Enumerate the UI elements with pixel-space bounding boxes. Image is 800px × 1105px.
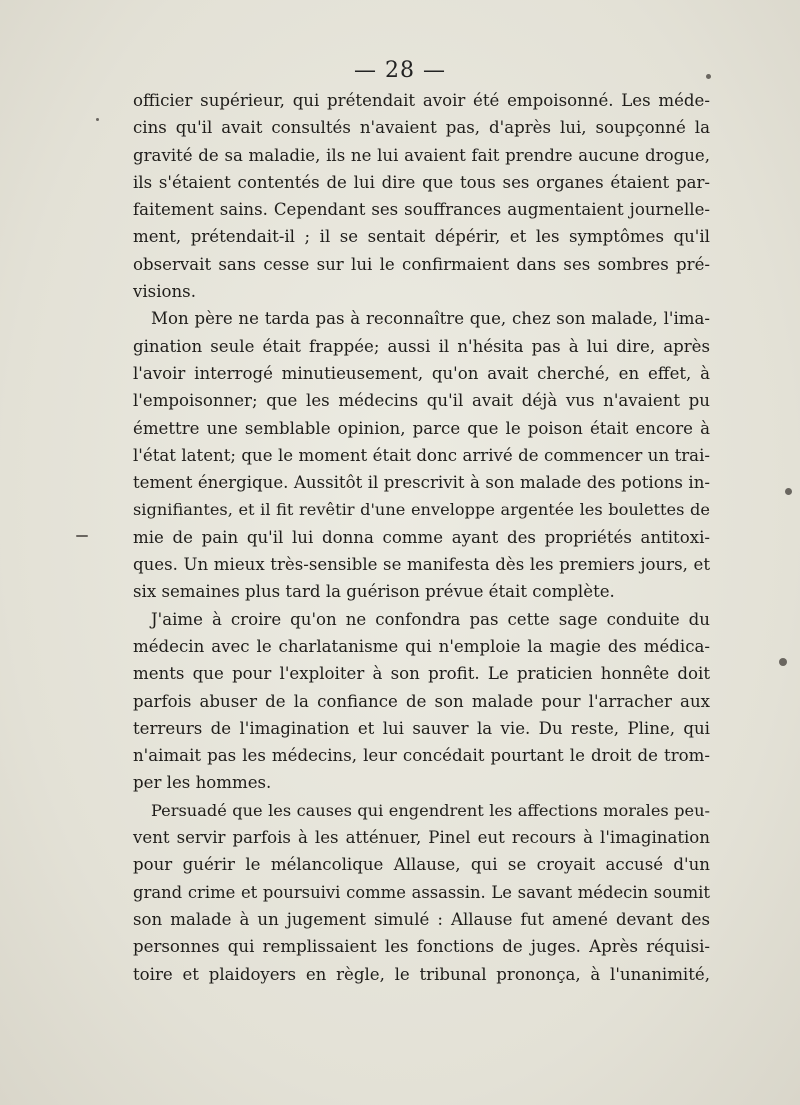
text-line: parfois abuser de la confiance de son malade pour l'arracher aux — [133, 691, 710, 711]
paper-speck — [785, 488, 792, 495]
paper-speck — [706, 74, 711, 79]
text-line: pour guérir le mélancolique Allause, qui se croyait accusé d'un — [133, 855, 710, 875]
paper-speck — [76, 535, 88, 537]
text-line: médecin avec le charlatanisme qui n'emploie la magie des médica- — [133, 636, 710, 656]
text-line: tement énergique. Aussitôt il prescrivit à son malade des potions in- — [133, 473, 710, 493]
text-line: l'empoisonner; que les médecins qu'il avait déjà vus n'avaient pu — [133, 391, 710, 411]
text-line: mie de pain qu'il lui donna comme ayant des propriétés antitoxi- — [133, 527, 710, 547]
text-line: J'aime à croire qu'on ne confondra pas cette sage conduite du — [151, 609, 710, 629]
text-line: terreurs de l'imagination et lui sauver la vie. Du reste, Pline, qui — [133, 718, 710, 738]
text-line: son malade à un jugement simulé : Allause fut amené devant des — [133, 909, 710, 929]
text-line: l'état latent; que le moment était donc arrivé de commencer un trai- — [133, 445, 710, 465]
text-line: personnes qui remplissaient les fonctions de juges. Après réquisi- — [133, 937, 710, 957]
text-line: n'aimait pas les médecins, leur concédait pourtant le droit de trom- — [133, 746, 710, 766]
text-line: gravité de sa maladie, ils ne lui avaient fait prendre aucune drogue, — [133, 145, 710, 165]
text-line: grand crime et poursuivi comme assassin. Le savant médecin soumit — [133, 882, 710, 902]
body-text — [133, 87, 710, 988]
text-line: faitement sains. Cependant ses souffrances augmentaient journelle- — [133, 200, 710, 220]
text-line: ques. Un mieux très-sensible se manifesta dès les premiers jours, et — [133, 555, 710, 575]
text-line: cins qu'il avait consultés n'avaient pas, d'après lui, soupçonné la — [133, 118, 710, 138]
text-line: toire et plaidoyers en règle, le tribunal prononça, à l'unanimité, — [133, 964, 710, 984]
text-line: signifiantes, et il fit revêtir d'une enveloppe argentée les boulettes de — [133, 500, 710, 520]
text-line: émettre une semblable opinion, parce que le poison était encore à — [133, 418, 710, 438]
text-line: six semaines plus tard la guérison prévue était complète. — [133, 582, 615, 602]
text-line: gination seule était frappée; aussi il n'hésita pas à lui dire, après — [133, 336, 710, 356]
text-line: officier supérieur, qui prétendait avoir été empoisonné. Les méde- — [133, 91, 710, 110]
text-line: ment, prétendait-il ; il se sentait dépérir, et les symptômes qu'il — [133, 227, 710, 247]
text-line: ments que pour l'exploiter à son profit. Le praticien honnête doit — [133, 664, 710, 684]
text-line: ils s'étaient contentés de lui dire que tous ses organes étaient par- — [133, 172, 710, 192]
paper-speck — [96, 118, 99, 121]
text-line: Mon père ne tarda pas à reconnaître que, chez son malade, l'ima- — [151, 309, 710, 329]
page-number: — 28 — — [354, 58, 446, 83]
text-line: visions. — [133, 282, 196, 302]
text-line: per les hommes. — [133, 773, 272, 793]
text-line: observait sans cesse sur lui le confirmaient dans ses sombres pré- — [133, 254, 710, 274]
paper-speck — [779, 658, 787, 666]
text-line: l'avoir interrogé minutieusement, qu'on avait cherché, en effet, à — [133, 363, 710, 383]
text-line: vent servir parfois à les atténuer, Pinel eut recours à l'imagination — [133, 828, 710, 848]
text-line: Persuadé que les causes qui engendrent les affections morales peu- — [151, 800, 710, 820]
